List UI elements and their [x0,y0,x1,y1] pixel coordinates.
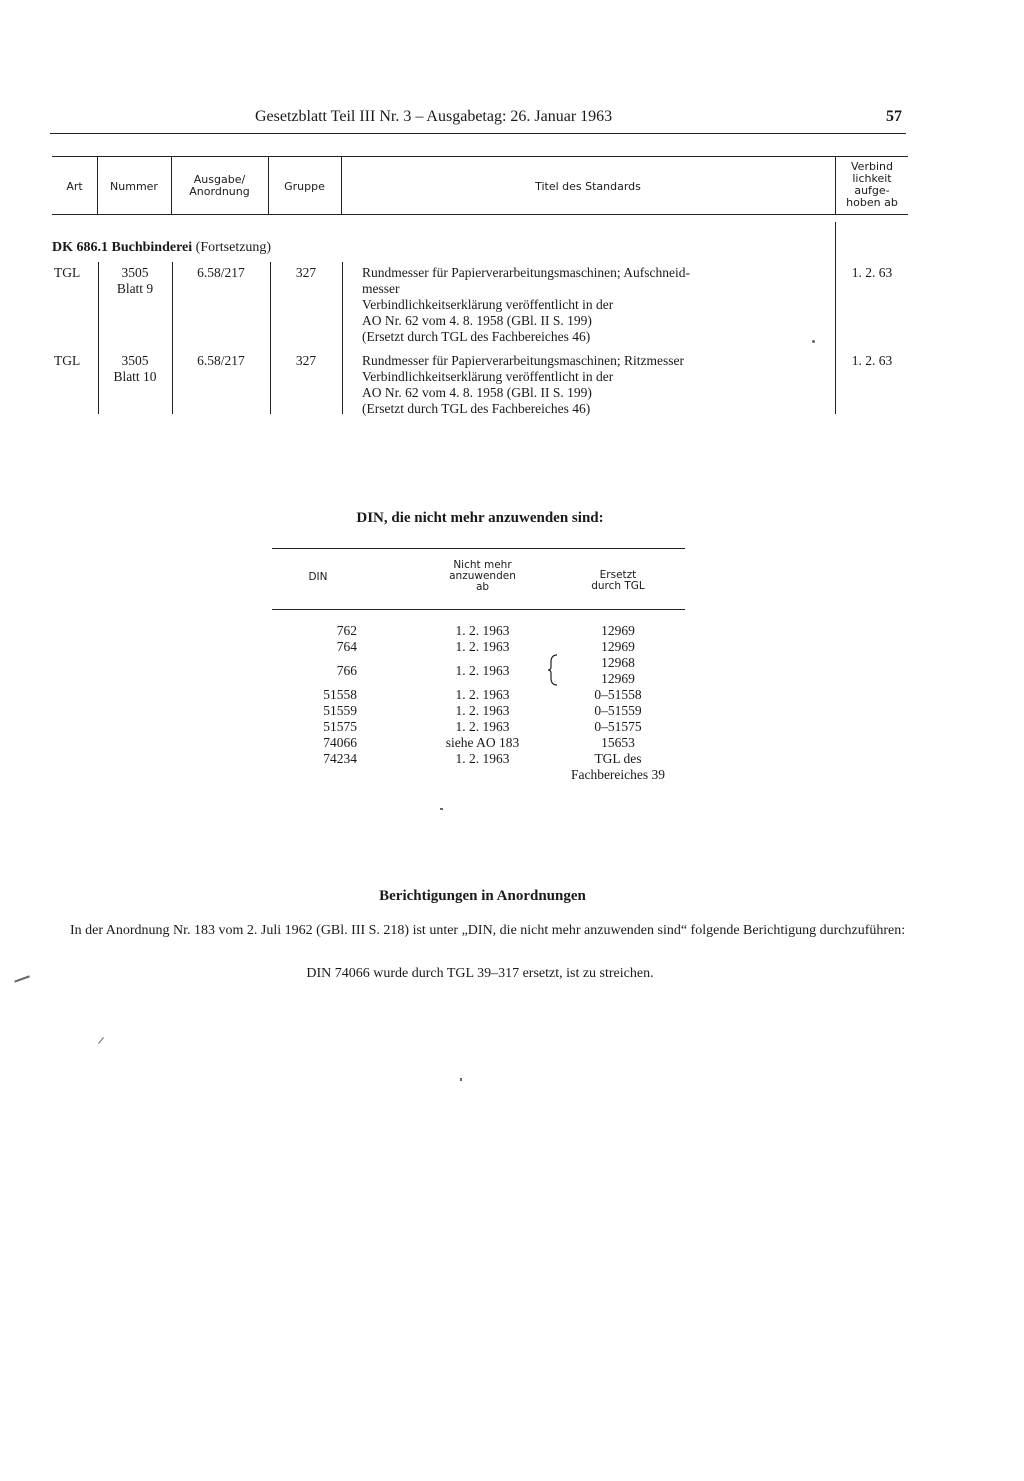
cell-nummer: 3505 Blatt 10 [113,353,157,384]
din-top-rule [272,548,685,549]
table-row [0,735,1024,751]
cell-titel: Rundmesser für Papierverarbeitungsmaschinen; Aufschneid- messer Verbindlichkeitserklärung veröffentlicht in der AO Nr. 62 vom 4. 8. 1958 (GBl. II S. 199) (Ersetzt durch TGL des Fachbereiches 46) [362,265,691,344]
corrections-heading: Berichtigungen in Anordnungen [379,888,586,904]
table-row [0,623,1024,639]
col-divider [172,262,173,414]
din-ab: 1. 2. 1963 [455,663,510,678]
din-number: 764 [336,639,357,654]
table-row [0,703,1024,719]
din-number: 51558 [323,687,357,702]
table-top-rule [52,156,908,157]
corrections-text: In der Anordnung Nr. 183 vom 2. Juli 1962 (GBl. III S. 218) ist unter „DIN, die nicht mehr anzuwenden sind“ folgende Berichtigung durchzuführen: [70,923,906,938]
din-ab: 1. 2. 1963 [455,687,510,702]
section-suffix: (Fortsetzung) [195,240,272,255]
table-row [0,639,1024,655]
din-ab: 1. 2. 1963 [455,639,510,654]
din-number: 74234 [323,751,357,766]
cell-aufgehoben: 1. 2. 63 [851,265,893,280]
col-header-aufgehoben: Verbind lichkeit aufge- hoben ab [846,160,898,209]
col-header-ausgabe: Ausgabe/ Anordnung [189,173,250,198]
table-row [0,655,1024,686]
din-tgl: 12969 [601,623,635,638]
din-tgl: 0–51558 [594,687,642,702]
col-divider [835,222,836,414]
din-tgl: Fachbereiches 39 [570,767,666,782]
cell-gruppe: 327 [295,353,317,368]
cell-aufgehoben: 1. 2. 63 [851,353,893,368]
head-rule [50,133,906,134]
din-ab: 1. 2. 1963 [455,719,510,734]
din-number: 51575 [323,719,357,734]
din-tgl: 12969 [601,639,635,654]
din-tgl: TGL des [594,751,642,766]
cell-art: TGL [54,353,81,368]
cell-gruppe: 327 [295,265,317,280]
col-divider [270,262,271,414]
scan-speck [440,808,443,810]
running-head: Gesetzblatt Teil III Nr. 3 – Ausgabetag: 26. Januar 1963 [255,108,613,125]
din-header-rule [272,609,685,610]
cell-ausgabe: 6.58/217 [197,353,245,368]
scan-speck [812,340,815,343]
table-row [0,719,1024,735]
col-header-nummer: Nummer [110,180,158,193]
din-tgl: 12968 [601,655,635,670]
din-col-header: DIN [308,571,328,583]
cell-ausgabe: 6.58/217 [197,265,245,280]
din-number: 74066 [323,735,357,750]
col-divider [342,262,343,414]
din-heading: DIN, die nicht mehr anzuwenden sind: [356,510,604,526]
corrections-line: DIN 74066 wurde durch TGL 39–317 ersetzt, ist zu streichen. [306,966,654,981]
din-tgl: 0–51559 [594,703,642,718]
table-row [0,687,1024,703]
page-number: 57 [886,108,902,125]
din-ab: 1. 2. 1963 [455,751,510,766]
ersetzt-col-header: Ersetzt durch TGL [591,569,645,592]
col-divider [98,262,99,414]
din-tgl: 0–51575 [594,719,642,734]
section-heading [52,240,271,256]
scan-speck [98,1037,104,1044]
nicht-mehr-col-header: Nicht mehr anzuwenden ab [449,559,516,593]
din-number: 51559 [323,703,357,718]
din-tgl: 12969 [601,671,635,686]
section-name: Buchbinderei [111,240,193,255]
cell-titel: Rundmesser für Papierverarbeitungsmaschinen; Ritzmesser Verbindlichkeitserklärung veröffentlicht in der AO Nr. 62 vom 4. 8. 1958 (GBl. II S. 199) (Ersetzt durch TGL des Fachbereiches 46) [362,353,685,416]
table-row [0,751,1024,782]
din-number: 766 [336,663,357,678]
din-number: 762 [336,623,357,638]
din-ab: siehe AO 183 [445,735,520,750]
cell-art: TGL [54,265,81,280]
col-header-titel: Titel des Standards [535,180,641,193]
section-code: DK 686.1 [52,240,108,255]
cell-nummer: 3505 Blatt 9 [116,265,154,296]
table-header-rule [52,214,908,215]
col-header-gruppe: Gruppe [284,180,325,193]
din-tgl: 15653 [601,735,635,750]
din-ab: 1. 2. 1963 [455,703,510,718]
col-header-art: Art [66,180,83,193]
brace-icon [547,654,559,686]
scan-speck [460,1078,462,1081]
din-ab: 1. 2. 1963 [455,623,510,638]
